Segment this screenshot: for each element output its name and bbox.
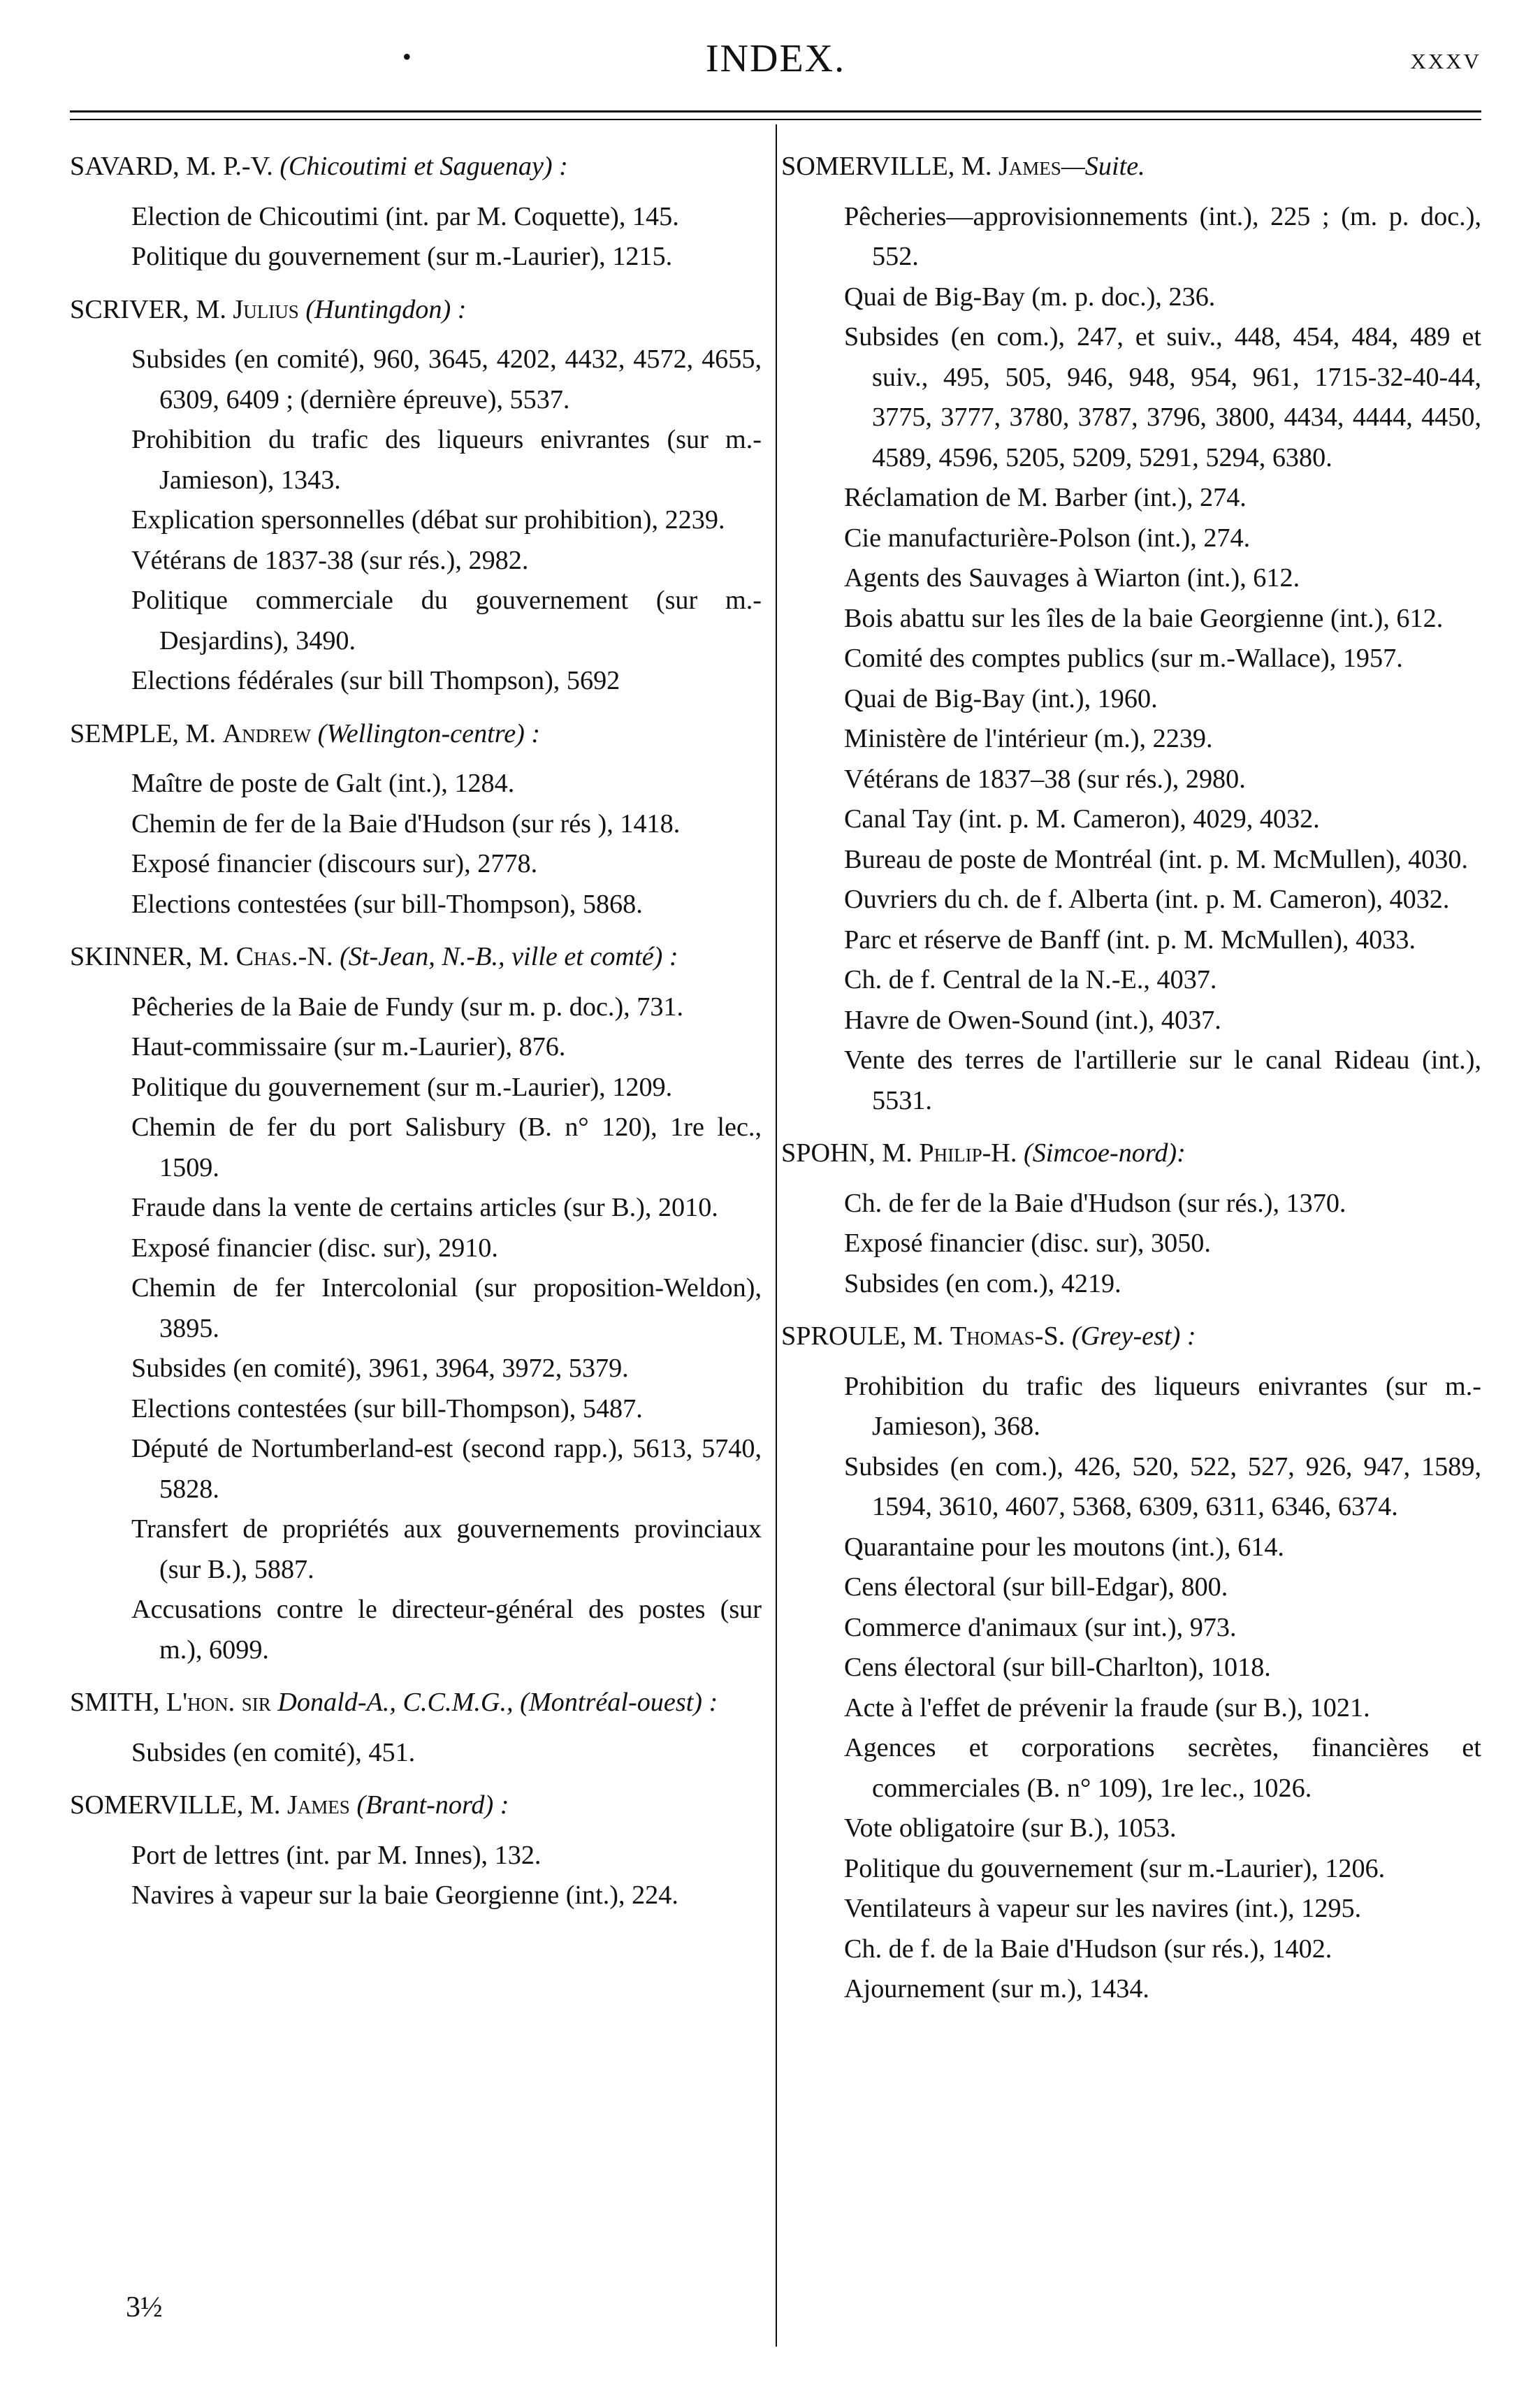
- member-given-name: hon. sir: [187, 1688, 271, 1717]
- member-riding: (Huntingdon) :: [298, 294, 467, 324]
- index-item: Comité des comptes publics (sur m.-Wallace), 1957.: [844, 644, 1403, 673]
- entry-items: [70, 197, 762, 277]
- index-item: Chemin de fer Intercolonial (sur proposition-Weldon), 3895.: [131, 1273, 762, 1343]
- entry-items: [70, 1733, 762, 1774]
- signature-mark: 3½: [126, 2291, 163, 2324]
- index-item: Subsides (en com.), 426, 520, 522, 527, 926, 947, 1589, 1594, 3610, 4607, 5368, 6309, 6311, 6346, 6374.: [844, 1451, 1481, 1521]
- index-item: Ventilateurs à vapeur sur les navires (int.), 1295.: [844, 1894, 1362, 1923]
- header-rule-bottom: [70, 119, 1481, 120]
- entry-items: [70, 340, 762, 702]
- index-item: Subsides (en comité), 451.: [131, 1737, 416, 1767]
- index-item: Haut-commissaire (sur m.-Laurier), 876.: [131, 1032, 566, 1061]
- member-name: SEMPLE, M.: [70, 718, 223, 748]
- index-item: Agences et corporations secrètes, financières et commerciales (B. n° 109), 1re lec., 1026.: [844, 1733, 1481, 1803]
- entry-heading: [781, 147, 1481, 187]
- index-item: Canal Tay (int. p. M. Cameron), 4029, 4032.: [844, 804, 1320, 834]
- index-item: Exposé financier (disc. sur), 2910.: [131, 1233, 498, 1263]
- index-entry: [70, 937, 762, 1670]
- index-item: Bureau de poste de Montréal (int. p. M. McMullen), 4030.: [844, 844, 1468, 874]
- column-divider: [776, 124, 777, 2347]
- index-item: Politique du gouvernement (sur m.-Laurier), 1209.: [131, 1072, 673, 1102]
- index-item: Accusations contre le directeur-général des postes (sur m.), 6099.: [131, 1595, 762, 1665]
- member-riding: (Brant-nord) :: [349, 1790, 509, 1820]
- index-item: Subsides (en com.), 4219.: [844, 1268, 1121, 1298]
- index-entry: [70, 1785, 762, 1916]
- entry-heading: [70, 714, 762, 755]
- index-item: Subsides (en com.), 247, et suiv., 448, 454, 484, 489 et suiv., 495, 505, 946, 948, 954, 961, 1715-32-40-44, 3775, 3777, 3780, 3787, 3796, 3800, 4434, 4444, 4450, 4589, 4596, 5205, 5209, 5291, 5294, 6380.: [844, 322, 1481, 472]
- index-item: Election de Chicoutimi (int. par M. Coquette), 145.: [131, 201, 679, 231]
- index-item: Subsides (en comité), 3961, 3964, 3972, 5379.: [131, 1354, 629, 1383]
- index-item: Cens électoral (sur bill-Edgar), 800.: [844, 1572, 1228, 1602]
- member-given-name: Andrew: [222, 718, 312, 748]
- member-given-name: James: [286, 1790, 350, 1820]
- index-item: Vote obligatoire (sur B.), 1053.: [844, 1813, 1177, 1843]
- index-item: Subsides (en comité), 960, 3645, 4202, 4432, 4572, 4655, 6309, 6409 ; (dernière épreuve), 5537.: [131, 345, 762, 414]
- index-item: Vétérans de 1837-38 (sur rés.), 2982.: [131, 545, 529, 575]
- header-rule-top: [70, 110, 1481, 113]
- index-item: Politique commerciale du gouvernement (sur m.-Desjardins), 3490.: [131, 586, 762, 655]
- index-item: Ch. de f. Central de la N.-E., 4037.: [844, 965, 1217, 994]
- entry-heading: [70, 147, 762, 187]
- index-item: Député de Nortumberland-est (second rapp.), 5613, 5740, 5828.: [131, 1434, 762, 1504]
- page-header: [70, 36, 1481, 92]
- index-item: Bois abattu sur les îles de la baie Georgienne (int.), 612.: [844, 603, 1444, 633]
- index-item: Maître de poste de Galt (int.), 1284.: [131, 769, 515, 798]
- member-name: SPROULE, M.: [781, 1321, 950, 1351]
- index-entry: [70, 714, 762, 925]
- index-entry: [781, 1317, 1481, 2010]
- member-name: SMITH, L': [70, 1688, 188, 1717]
- index-item: Ajournement (sur m.), 1434.: [844, 1974, 1149, 2003]
- index-item: Transfert de propriétés aux gouvernements provinciaux (sur B.), 5887.: [131, 1514, 762, 1584]
- index-item: Quarantaine pour les moutons (int.), 614.: [844, 1532, 1284, 1562]
- index-item: Ouvriers du ch. de f. Alberta (int. p. M. Cameron), 4032.: [844, 885, 1450, 914]
- index-item: Ch. de f. de la Baie d'Hudson (sur rés.), 1402.: [844, 1934, 1332, 1964]
- index-item: Prohibition du trafic des liqueurs enivrantes (sur m.-Jamieson), 368.: [844, 1371, 1481, 1441]
- index-item: Port de lettres (int. par M. Innes), 132.: [131, 1840, 542, 1870]
- index-item: Quai de Big-Bay (m. p. doc.), 236.: [844, 282, 1216, 312]
- index-item: Havre de Owen-Sound (int.), 4037.: [844, 1005, 1221, 1035]
- member-given-name: James: [998, 152, 1061, 181]
- member-given-name: Thomas-S.: [950, 1321, 1066, 1351]
- member-name: SCRIVER, M.: [70, 294, 233, 324]
- entry-items: [70, 1836, 762, 1916]
- index-item: Fraude dans la vente de certains articles (sur B.), 2010.: [131, 1193, 718, 1222]
- member-name: SPOHN, M.: [781, 1138, 920, 1168]
- index-item: Agents des Sauvages à Wiarton (int.), 612.: [844, 563, 1300, 593]
- index-entry: [781, 1133, 1481, 1304]
- index-item: Politique du gouvernement (sur m.-Laurier), 1215.: [131, 242, 673, 271]
- member-name: SOMERVILLE, M.: [70, 1790, 287, 1820]
- index-item: Pêcheries—approvisionnements (int.), 225 ; (m. p. doc.), 552.: [844, 201, 1481, 271]
- page-title: INDEX.: [705, 37, 846, 80]
- member-given-name: Julius: [233, 294, 299, 324]
- member-riding: —Suite.: [1061, 152, 1145, 181]
- member-given-name: Philip-H.: [919, 1138, 1017, 1168]
- index-item: Commerce d'animaux (sur int.), 973.: [844, 1612, 1237, 1642]
- member-given-name: Chas.-N.: [235, 942, 333, 971]
- member-riding: (Grey-est) :: [1065, 1321, 1196, 1351]
- index-entry: [70, 290, 762, 702]
- page-number: xxxv: [1410, 41, 1481, 75]
- index-item: Elections contestées (sur bill-Thompson), 5487.: [131, 1393, 643, 1423]
- member-name: SOMERVILLE, M.: [781, 152, 998, 181]
- index-item: Explication spersonnelles (débat sur prohibition), 2239.: [131, 505, 725, 535]
- index-item: Quai de Big-Bay (int.), 1960.: [844, 683, 1158, 713]
- index-item: Elections contestées (sur bill-Thompson), 5868.: [131, 889, 643, 919]
- member-name: SKINNER, M.: [70, 942, 236, 971]
- entry-heading: [70, 937, 762, 978]
- entry-heading: [70, 1683, 762, 1723]
- entry-items: [781, 1367, 1481, 2010]
- entry-heading: [781, 1317, 1481, 1357]
- index-entry: [70, 1683, 762, 1773]
- index-item: Exposé financier (disc. sur), 3050.: [844, 1229, 1211, 1258]
- index-item: Prohibition du trafic des liqueurs enivrantes (sur m.-Jamieson), 1343.: [131, 425, 762, 495]
- index-item: Pêcheries de la Baie de Fundy (sur m. p. doc.), 731.: [131, 992, 684, 1022]
- entry-items: [781, 1184, 1481, 1305]
- index-item: Parc et réserve de Banff (int. p. M. McMullen), 4033.: [844, 925, 1416, 955]
- index-item: Ch. de fer de la Baie d'Hudson (sur rés.), 1370.: [844, 1188, 1346, 1218]
- index-item: Chemin de fer de la Baie d'Hudson (sur rés ), 1418.: [131, 809, 681, 839]
- index-item: Cie manufacturière-Polson (int.), 274.: [844, 523, 1251, 553]
- index-item: Politique du gouvernement (sur m.-Laurier), 1206.: [844, 1853, 1386, 1883]
- right-column: [781, 147, 1481, 2022]
- index-item: Acte à l'effet de prévenir la fraude (sur B.), 1021.: [844, 1693, 1370, 1723]
- header-dot: •: [402, 43, 412, 71]
- index-entry: [781, 147, 1481, 1121]
- index-item: Elections fédérales (sur bill Thompson), 5692: [131, 666, 620, 695]
- member-riding: Donald-A., C.C.M.G., (Montréal-ouest) :: [270, 1688, 718, 1717]
- index-item: Réclamation de M. Barber (int.), 274.: [844, 483, 1247, 512]
- member-riding: (St-Jean, N.-B., ville et comté) :: [333, 942, 678, 971]
- index-item: Chemin de fer du port Salisbury (B. n° 120), 1re lec., 1509.: [131, 1113, 762, 1182]
- member-riding: (Simcoe-nord):: [1017, 1138, 1186, 1168]
- member-name: SAVARD, M. P.-V.: [70, 152, 280, 181]
- index-entry: [70, 147, 762, 277]
- entry-heading: [70, 1785, 762, 1826]
- entry-items: [70, 987, 762, 1671]
- index-item: Navires à vapeur sur la baie Georgienne (int.), 224.: [131, 1880, 678, 1910]
- index-item: Ministère de l'intérieur (m.), 2239.: [844, 724, 1213, 753]
- left-column: [70, 147, 762, 1929]
- index-item: Vente des terres de l'artillerie sur le canal Rideau (int.), 5531.: [844, 1045, 1481, 1115]
- index-item: Exposé financier (discours sur), 2778.: [131, 849, 538, 878]
- index-item: Cens électoral (sur bill-Charlton), 1018.: [844, 1653, 1271, 1682]
- entry-heading: [70, 290, 762, 331]
- member-riding: (Chicoutimi et Saguenay) :: [279, 152, 568, 181]
- index-item: Vétérans de 1837–38 (sur rés.), 2980.: [844, 764, 1246, 794]
- entry-heading: [781, 1133, 1481, 1174]
- member-riding: (Wellington-centre) :: [311, 718, 541, 748]
- entry-items: [781, 197, 1481, 1122]
- entry-items: [70, 764, 762, 925]
